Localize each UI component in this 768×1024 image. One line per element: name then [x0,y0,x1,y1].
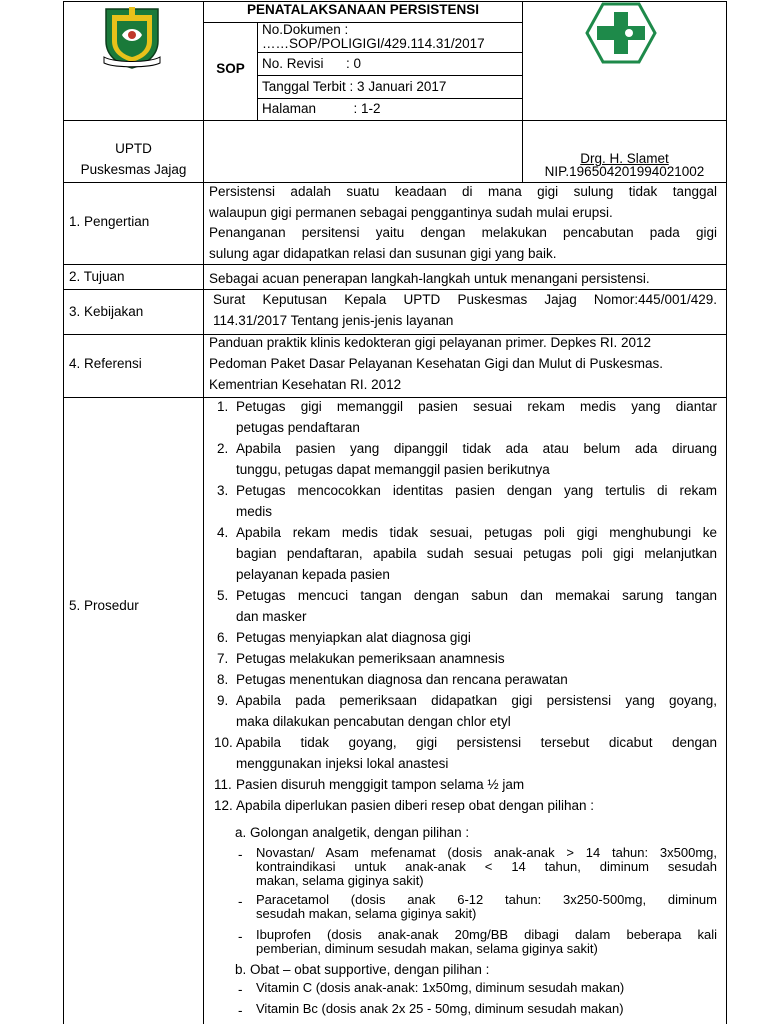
step-line: Apabila tidak goyang, gigi persistensi tersebut dicabut dengan [236,735,717,750]
step-line: Petugas menentukan diagnosa dan rencana perawatan [236,672,568,687]
step-number: 1. [217,399,229,414]
step-number: 10. [214,735,233,750]
pengertian-line: walaupun gigi permanen sebagai penggantinya sudah mulai erupsi. [209,205,613,220]
referensi-line: Pedoman Paket Dasar Pelayanan Kesehatan Gigi dan Mulut di Puskesmas. [209,356,664,371]
sub-item-line: kontraindikasi untuk anak-anak < 14 tahun, diminum sesudah [256,859,717,874]
pengertian-line: sulung agar didapatkan relasi dan susunan gigi yang baik. [209,246,557,261]
step-line: petugas pendaftaran [236,420,360,435]
sop-label: SOP [216,61,245,76]
sub-item-dash: - [238,847,243,862]
rule [257,75,522,76]
step-number: 8. [217,672,229,687]
step-number: 3. [217,483,229,498]
sub-item-dash: - [238,894,243,909]
signer-nip: NIP.196504201994021002 [544,164,705,179]
sub-item-line: sesudah makan, selama giginya sakit) [256,906,477,921]
rule [63,264,726,265]
regency-logo [100,5,164,69]
step-number: 5. [217,588,229,603]
step-line: Petugas melakukan pemeriksaan anamnesis [236,651,505,666]
step-line: maka dilakukan pencabutan dengan chlor etyl [236,714,511,729]
sub-item-line: Novastan/ Asam mefenamat (dosis anak-anak > 14 tahun: 3x500mg, [256,845,717,860]
sub-item-dash: - [238,929,243,944]
sub-item-line: makan, selama giginya sakit) [256,873,424,888]
step-line: Apabila pasien yang dipanggil tidak ada atau belum ada diruang [236,441,717,456]
step-line: Apabila diperlukan pasien diberi resep obat dengan pilihan : [236,798,595,813]
step-line: Pasien disuruh menggigit tampon selama ½ jam [236,777,525,792]
sub-item-line: Vitamin Bc (dosis anak 2x 25 - 50mg, diminum sesudah makan) [256,1001,624,1016]
step-number: 11. [214,777,232,792]
sub-item-dash: - [238,1003,243,1018]
kebijakan-line: 114.31/2017 Tentang jenis-jenis layanan [213,313,454,328]
no-dokumen-value: ……SOP/POLIGIGI/429.114.31/2017 [262,36,485,51]
step-number: 12. [214,798,233,813]
step-line: bagian pendaftaran, apabila sudah sesuai petugas poli gigi melanjutkan [236,546,717,561]
step-line: Apabila pada pemeriksaan didapatkan gigi persistensi yang goyang, [236,693,717,708]
no-revisi: No. Revisi : 0 [262,56,362,71]
step-line: tunggu, petugas dapat memanggil pasien berikutnya [236,462,550,477]
rule [203,1,204,1024]
sub-item-line: Ibuprofen (dosis anak-anak 20mg/BB dibagi dalam beberapa kali [256,927,717,942]
section-label-prosedur: 5. Prosedur [69,598,139,613]
sub-b-label: b. Obat – obat supportive, dengan pilihan : [235,962,490,977]
pengertian-line: Persistensi adalah suatu keadaan di mana gigi sulung tidak tanggal [209,184,717,199]
tujuan-text: Sebagai acuan penerapan langkah-langkah untuk menangani persistensi. [209,271,650,286]
halaman: Halaman : 1-2 [262,101,381,116]
step-number: 7. [217,651,229,666]
step-line: medis [236,504,273,519]
step-number: 2. [217,441,229,456]
step-line: Apabila rekam medis tidak sesuai, petugas poli gigi menghubungi ke [236,525,717,540]
org-line2: Puskesmas Jajag [80,162,187,177]
rule [257,22,258,120]
step-number: 6. [217,630,229,645]
section-label-referensi: 4. Referensi [69,356,142,371]
health-cross-logo [585,2,657,64]
signer-name: Drg. H. Slamet [580,151,669,166]
step-line: menggunakan injeksi lokal anastesi [236,756,449,771]
sub-item-line: pemberian, diminum sesudah makan, selama giginya sakit) [256,941,598,956]
step-number: 4. [217,525,229,540]
kebijakan-line: Surat Keputusan Kepala UPTD Puskesmas Jajag Nomor:445/001/429. [213,292,717,307]
rule [257,52,522,53]
sub-item-line: Vitamin C (dosis anak-anak: 1x50mg, diminum sesudah makan) [256,980,625,995]
step-line: Petugas mencocokkan identitas pasien dengan yang tertulis di rekam [236,483,717,498]
step-line: Petugas menyiapkan alat diagnosa gigi [236,630,471,645]
tanggal-terbit: Tanggal Terbit : 3 Januari 2017 [262,79,447,94]
referensi-line: Kementrian Kesehatan RI. 2012 [209,377,402,392]
step-line: pelayanan kepada pasien [236,567,390,582]
rule [63,120,726,121]
rule [726,1,727,1024]
section-label-pengertian: 1. Pengertian [69,214,150,229]
document-title: PENATALAKSANAAN PERSISTENSI [246,2,480,17]
section-label-tujuan: 2. Tujuan [69,269,125,284]
step-number: 9. [217,693,229,708]
step-line: Petugas gigi memanggil pasien sesuai rekam medis yang diantar [236,399,717,414]
no-dokumen-label: No.Dokumen : [262,22,349,37]
sub-a-label: a. Golongan analgetik, dengan pilihan : [235,825,470,840]
rule [203,22,522,23]
org-line1: UPTD [115,141,152,156]
step-line: dan masker [236,609,307,624]
section-label-kebijakan: 3. Kebijakan [69,304,144,319]
referensi-line: Panduan praktik klinis kedokteran gigi pelayanan primer. Depkes RI. 2012 [209,335,652,350]
step-line: Petugas mencuci tangan dengan sabun dan memakai sarung tangan [236,588,717,603]
sub-item-line: Paracetamol (dosis anak 6-12 tahun: 3x250-500mg, diminum [256,892,717,907]
sub-item-dash: - [238,982,243,997]
pengertian-line: Penanganan persitensi yaitu dengan melakukan pencabutan pada gigi [209,225,717,240]
